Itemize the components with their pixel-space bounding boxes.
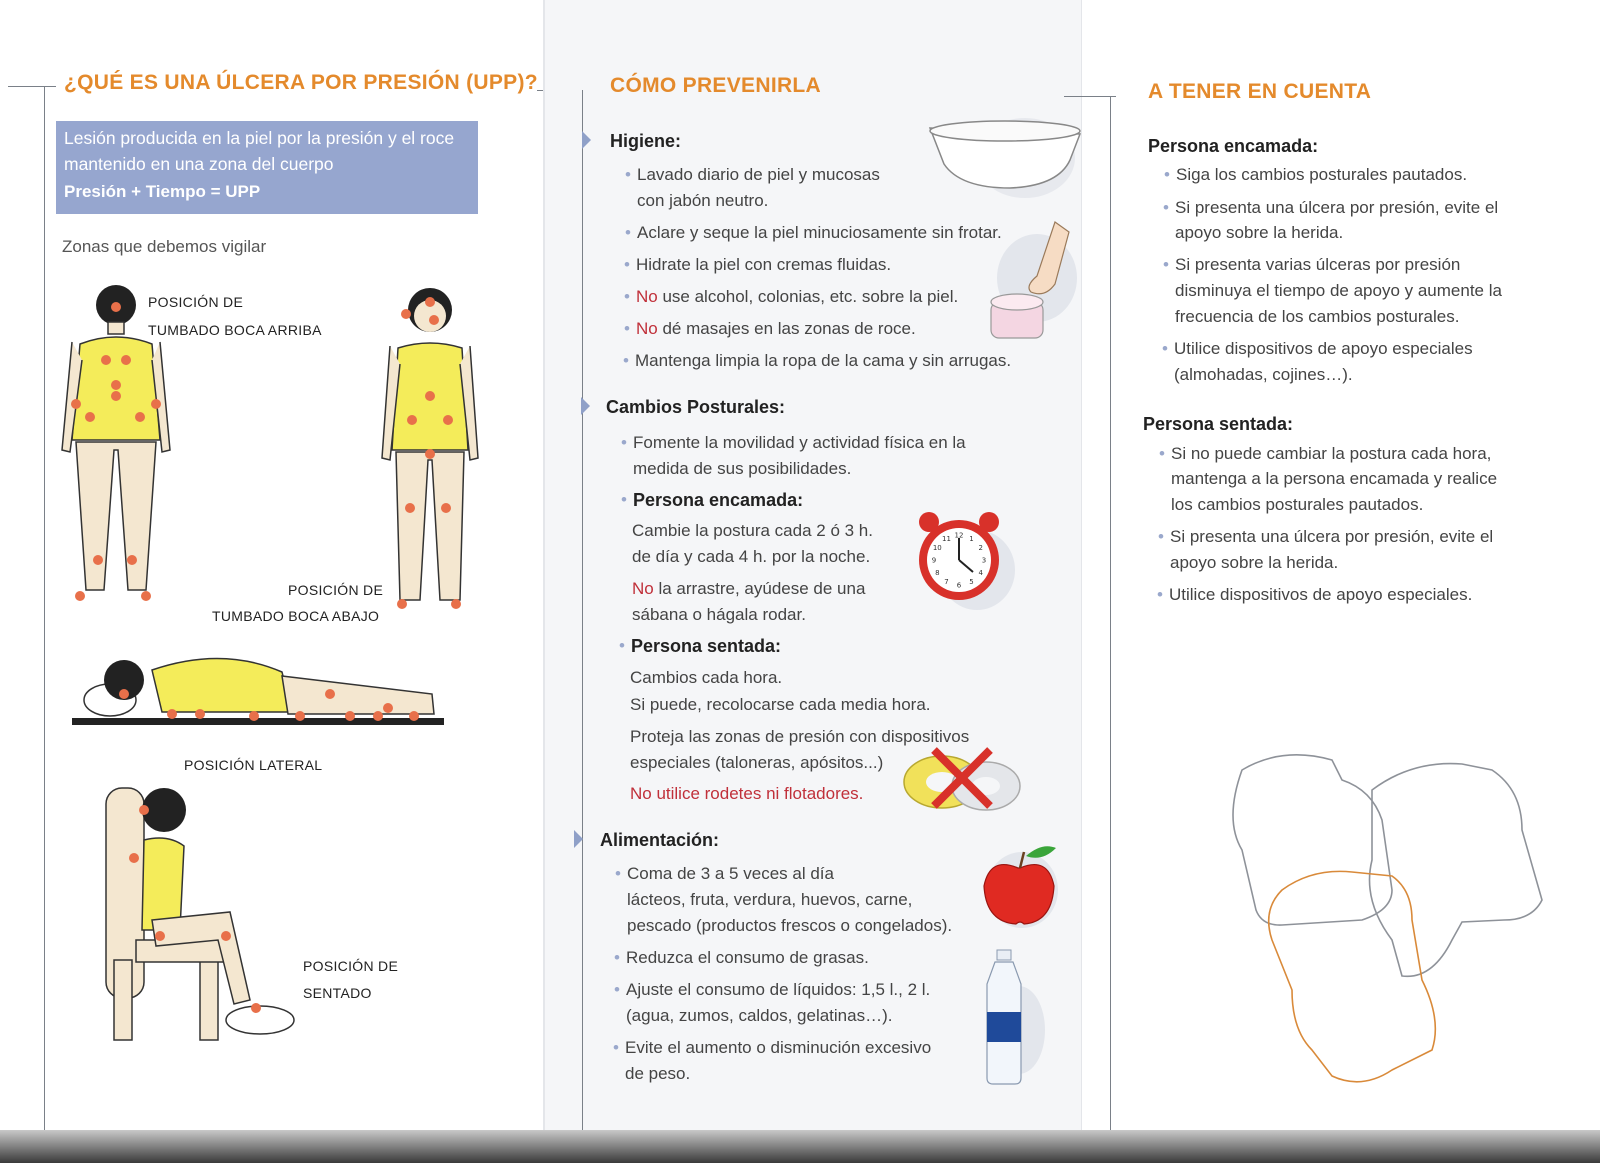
definition-text: Lesión producida en la piel por la presión y el roce mantenido en una zona del cuerpo [64,128,455,174]
alimentacion-l1: • Coma de 3 a 5 veces al día [615,864,834,883]
caption-supine-1: POSICIÓN DE [148,294,244,310]
clock-number: 1 [969,534,974,543]
p3-sentada-l3: los cambios posturales pautados. [1171,495,1424,514]
p3-encamada-l4: • Si presenta varias úlceras por presión [1163,255,1461,274]
caption-prone-2: TUMBADO BOCA ABAJO [212,608,380,624]
p3-encamada-heading: Persona encamada: [1148,136,1319,156]
title-rule [8,86,56,87]
encamada-heading: • Persona encamada: [621,490,804,510]
protect-line-2: especiales (taloneras, apósitos...) [630,753,884,772]
p3-encamada-l3: apoyo sobre la herida. [1175,223,1344,242]
encamada-line-2: de día y cada 4 h. por la noche. [632,547,871,566]
alimentacion-l2: lácteos, fruta, verdura, huevos, carne, [627,890,913,909]
clock-number: 9 [931,556,937,565]
caption-supine-2: TUMBADO BOCA ARRIBA [148,322,322,338]
section-arrow-higiene [582,131,591,149]
higiene-heading: Higiene: [610,131,682,151]
caption-lateral: POSICIÓN LATERAL [184,757,323,773]
title-rule-3 [1064,96,1116,97]
clock-number: 8 [935,569,940,577]
figure-back-view [60,280,180,620]
clock-number: 4 [978,569,983,577]
definition-box [56,121,478,214]
figure-front-view [380,282,480,622]
p3-encamada-l7: • Utilice dispositivos de apoyo especiales [1162,339,1473,358]
cream-hand-icon [985,218,1075,348]
warning-text: No utilice rodetes ni flotadores. [630,784,864,803]
clock-number: 11 [942,534,951,543]
alimentacion-l5: • Ajuste el consumo de líquidos: 1,5 l., 2 l. [614,980,931,999]
keep-in-mind-title: A TENER EN CUENTA [1148,80,1372,103]
apple-icon [980,842,1060,932]
protect-line-1: Proteja las zonas de presión con dispositivos [630,727,970,746]
sentada-heading: • Persona sentada: [619,636,782,656]
sentada-line-2: Si puede, recolocarse cada media hora. [630,695,931,714]
cambios-mobility-2: medida de sus posibilidades. [633,459,852,478]
clock-number: 7 [944,578,949,587]
bathtub-icon [930,98,1080,198]
higiene-item-5: • No dé masajes en las zonas de roce. [624,319,916,338]
alimentacion-l7: • Evite el aumento o disminución excesivo [613,1038,932,1057]
scan-bottom-edge [0,1130,1600,1163]
p3-encamada-l5: disminuya el tiempo de apoyo y aumente la [1175,281,1502,300]
alimentacion-heading: Alimentación: [600,830,720,850]
section-arrow-cambios [581,397,590,415]
alimentacion-l8: de peso. [625,1064,691,1083]
left-rule [44,86,45,1131]
p3-sentada-l4: • Si presenta una úlcera por presión, evite el [1158,527,1494,546]
higiene-item-1b: con jabón neutro. [637,191,769,210]
middle-rule [582,90,583,1130]
p3-sentada-l6: • Utilice dispositivos de apoyo especiales. [1157,585,1473,604]
alarm-clock-icon [915,508,1015,618]
caption-seated-1: POSICIÓN DE [303,958,399,974]
higiene-item-3: • Hidrate la piel con cremas fluidas. [624,255,892,274]
p3-encamada-l1: • Siga los cambios posturales pautados. [1164,165,1468,184]
clock-number: 6 [956,581,962,590]
ring-cushion-crossed-icon [900,748,1030,818]
cambios-mobility: • Fomente la movilidad y actividad física en la [621,433,966,452]
clock-number: 2 [978,544,983,552]
clock-number: 12 [954,531,964,540]
p3-sentada-l5: apoyo sobre la herida. [1170,553,1339,572]
alimentacion-l3: pescado (productos frescos o congelados). [627,916,953,935]
sentada-line-1: Cambios cada hora. [630,668,783,687]
encamada-line-1: Cambie la postura cada 2 ó 3 h. [632,521,873,540]
formula-text: Presión + Tiempo = UPP [64,182,261,201]
figure-seated-view [100,780,300,1050]
p3-sentada-l1: • Si no puede cambiar la postura cada hora, [1159,444,1492,463]
encamada-line-4: sábana o hágala rodar. [632,605,806,624]
higiene-item-2: • Aclare y seque la piel minuciosamente sin frotar. [625,223,1002,242]
p3-encamada-l8: (almohadas, cojines…). [1174,365,1353,384]
p3-sentada-heading: Persona sentada: [1143,414,1294,434]
clock-number: 3 [981,556,987,565]
zones-label: Zonas que debemos vigilar [62,237,267,256]
cambios-heading: Cambios Posturales: [606,397,786,417]
caption-seated-2: SENTADO [303,985,372,1001]
alimentacion-l6: (agua, zumos, caldos, gelatinas…). [626,1006,893,1025]
page-title: ¿QUÉ ES UNA ÚLCERA POR PRESIÓN (UPP)? [64,71,538,94]
clock-number: 5 [969,578,974,587]
section-arrow-alimentacion [574,830,583,848]
right-rule [1110,96,1111,1130]
decorative-puzzle-outline [1222,750,1582,1100]
higiene-item-6: • Mantenga limpia la ropa de la cama y sin arrugas. [623,351,1012,370]
p3-encamada-l2: • Si presenta una úlcera por presión, evite el [1163,198,1499,217]
clock-number: 10 [932,544,942,552]
p3-sentada-l2: mantenga a la persona encamada y realice [1171,469,1498,488]
encamada-line-3: No la arrastre, ayúdese de una [632,579,866,598]
prevention-title: CÓMO PREVENIRLA [610,74,822,97]
higiene-item-4: • No use alcohol, colonias, etc. sobre la piel. [624,287,959,306]
panel-prevention [545,0,1082,1130]
figure-lateral-view [72,650,452,750]
higiene-item-1: • Lavado diario de piel y mucosas [625,165,880,184]
water-bottle-icon [975,950,1045,1090]
p3-encamada-l6: frecuencia de los cambios posturales. [1175,307,1460,326]
alimentacion-l4: • Reduzca el consumo de grasas. [614,948,869,967]
panel-what-is-upp [0,0,545,1130]
panel-keep-in-mind [1082,0,1600,1130]
caption-prone-1: POSICIÓN DE [288,582,384,598]
